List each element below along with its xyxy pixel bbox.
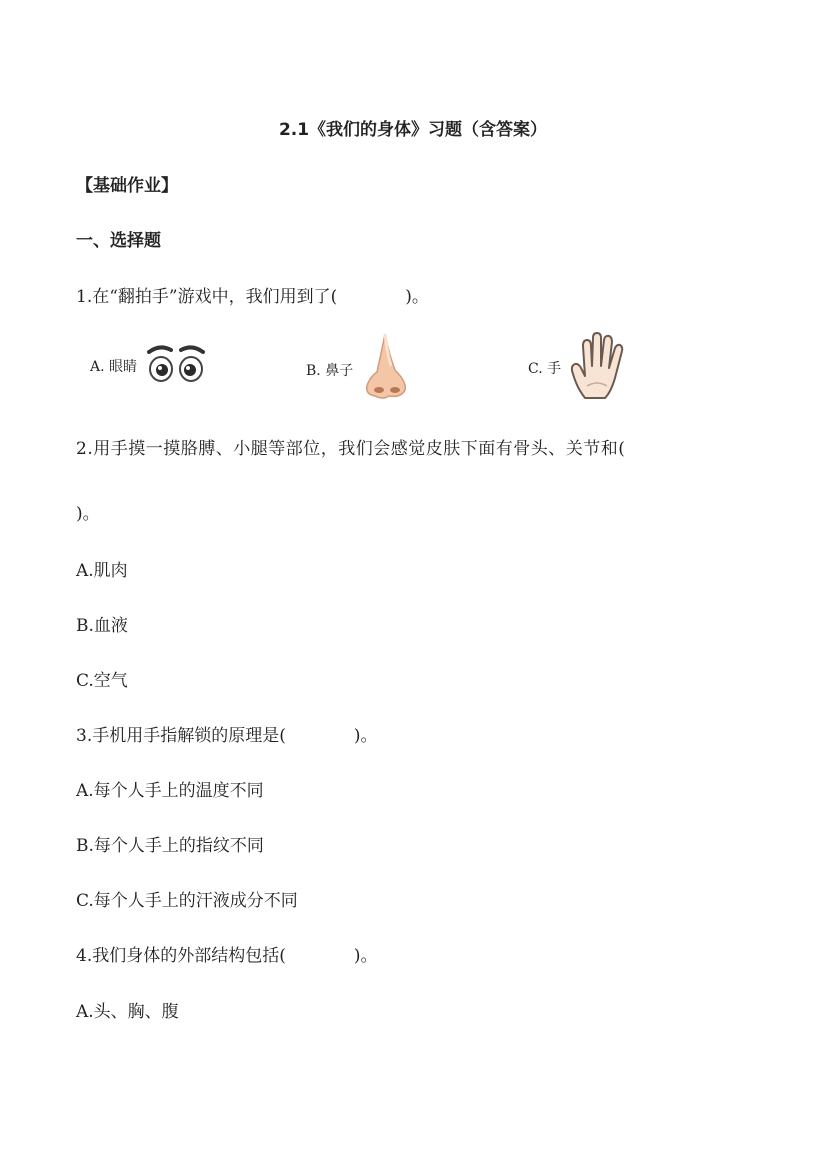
section-heading-basic: 【基础作业】 [76, 176, 178, 196]
q1-option-a-label: A. 眼睛 [90, 359, 138, 375]
q1-option-c-label: C. 手 [528, 361, 562, 377]
q1-option-b-label: B. 鼻子 [306, 363, 354, 379]
q2-option-c: C.空气 [76, 671, 128, 691]
q3-option-c: C.每个人手上的汗液成分不同 [76, 891, 298, 911]
question-3-text: 3.手机用手指解锁的原理是( )。 [76, 726, 378, 746]
section-heading-choice: 一、选择题 [76, 231, 161, 251]
document-title: 2.1《我们的身体》习题（含答案） [278, 120, 548, 140]
question-2-text-line2: )。 [76, 504, 100, 524]
q3-option-a: A.每个人手上的温度不同 [76, 781, 264, 801]
q1-option-c [528, 330, 629, 406]
question-1-text: 1.在“翻拍手”游戏中，我们用到了( )。 [76, 287, 429, 307]
q3-option-b: B.每个人手上的指纹不同 [76, 836, 264, 856]
question-4-text: 4.我们身体的外部结构包括( )。 [76, 946, 378, 966]
q1-option-b [306, 332, 415, 408]
nose-icon [359, 332, 415, 408]
question-2-text-line1: 2.用手摸一摸胳膊、小腿等部位，我们会感觉皮肤下面有骨头、关节和( [76, 439, 626, 459]
eyes-icon [143, 342, 209, 390]
q1-option-a [90, 342, 209, 390]
q2-option-a: A.肌肉 [76, 561, 128, 581]
hand-icon [567, 330, 629, 406]
q4-option-a: A.头、胸、腹 [76, 1002, 179, 1022]
q2-option-b: B.血液 [76, 616, 128, 636]
